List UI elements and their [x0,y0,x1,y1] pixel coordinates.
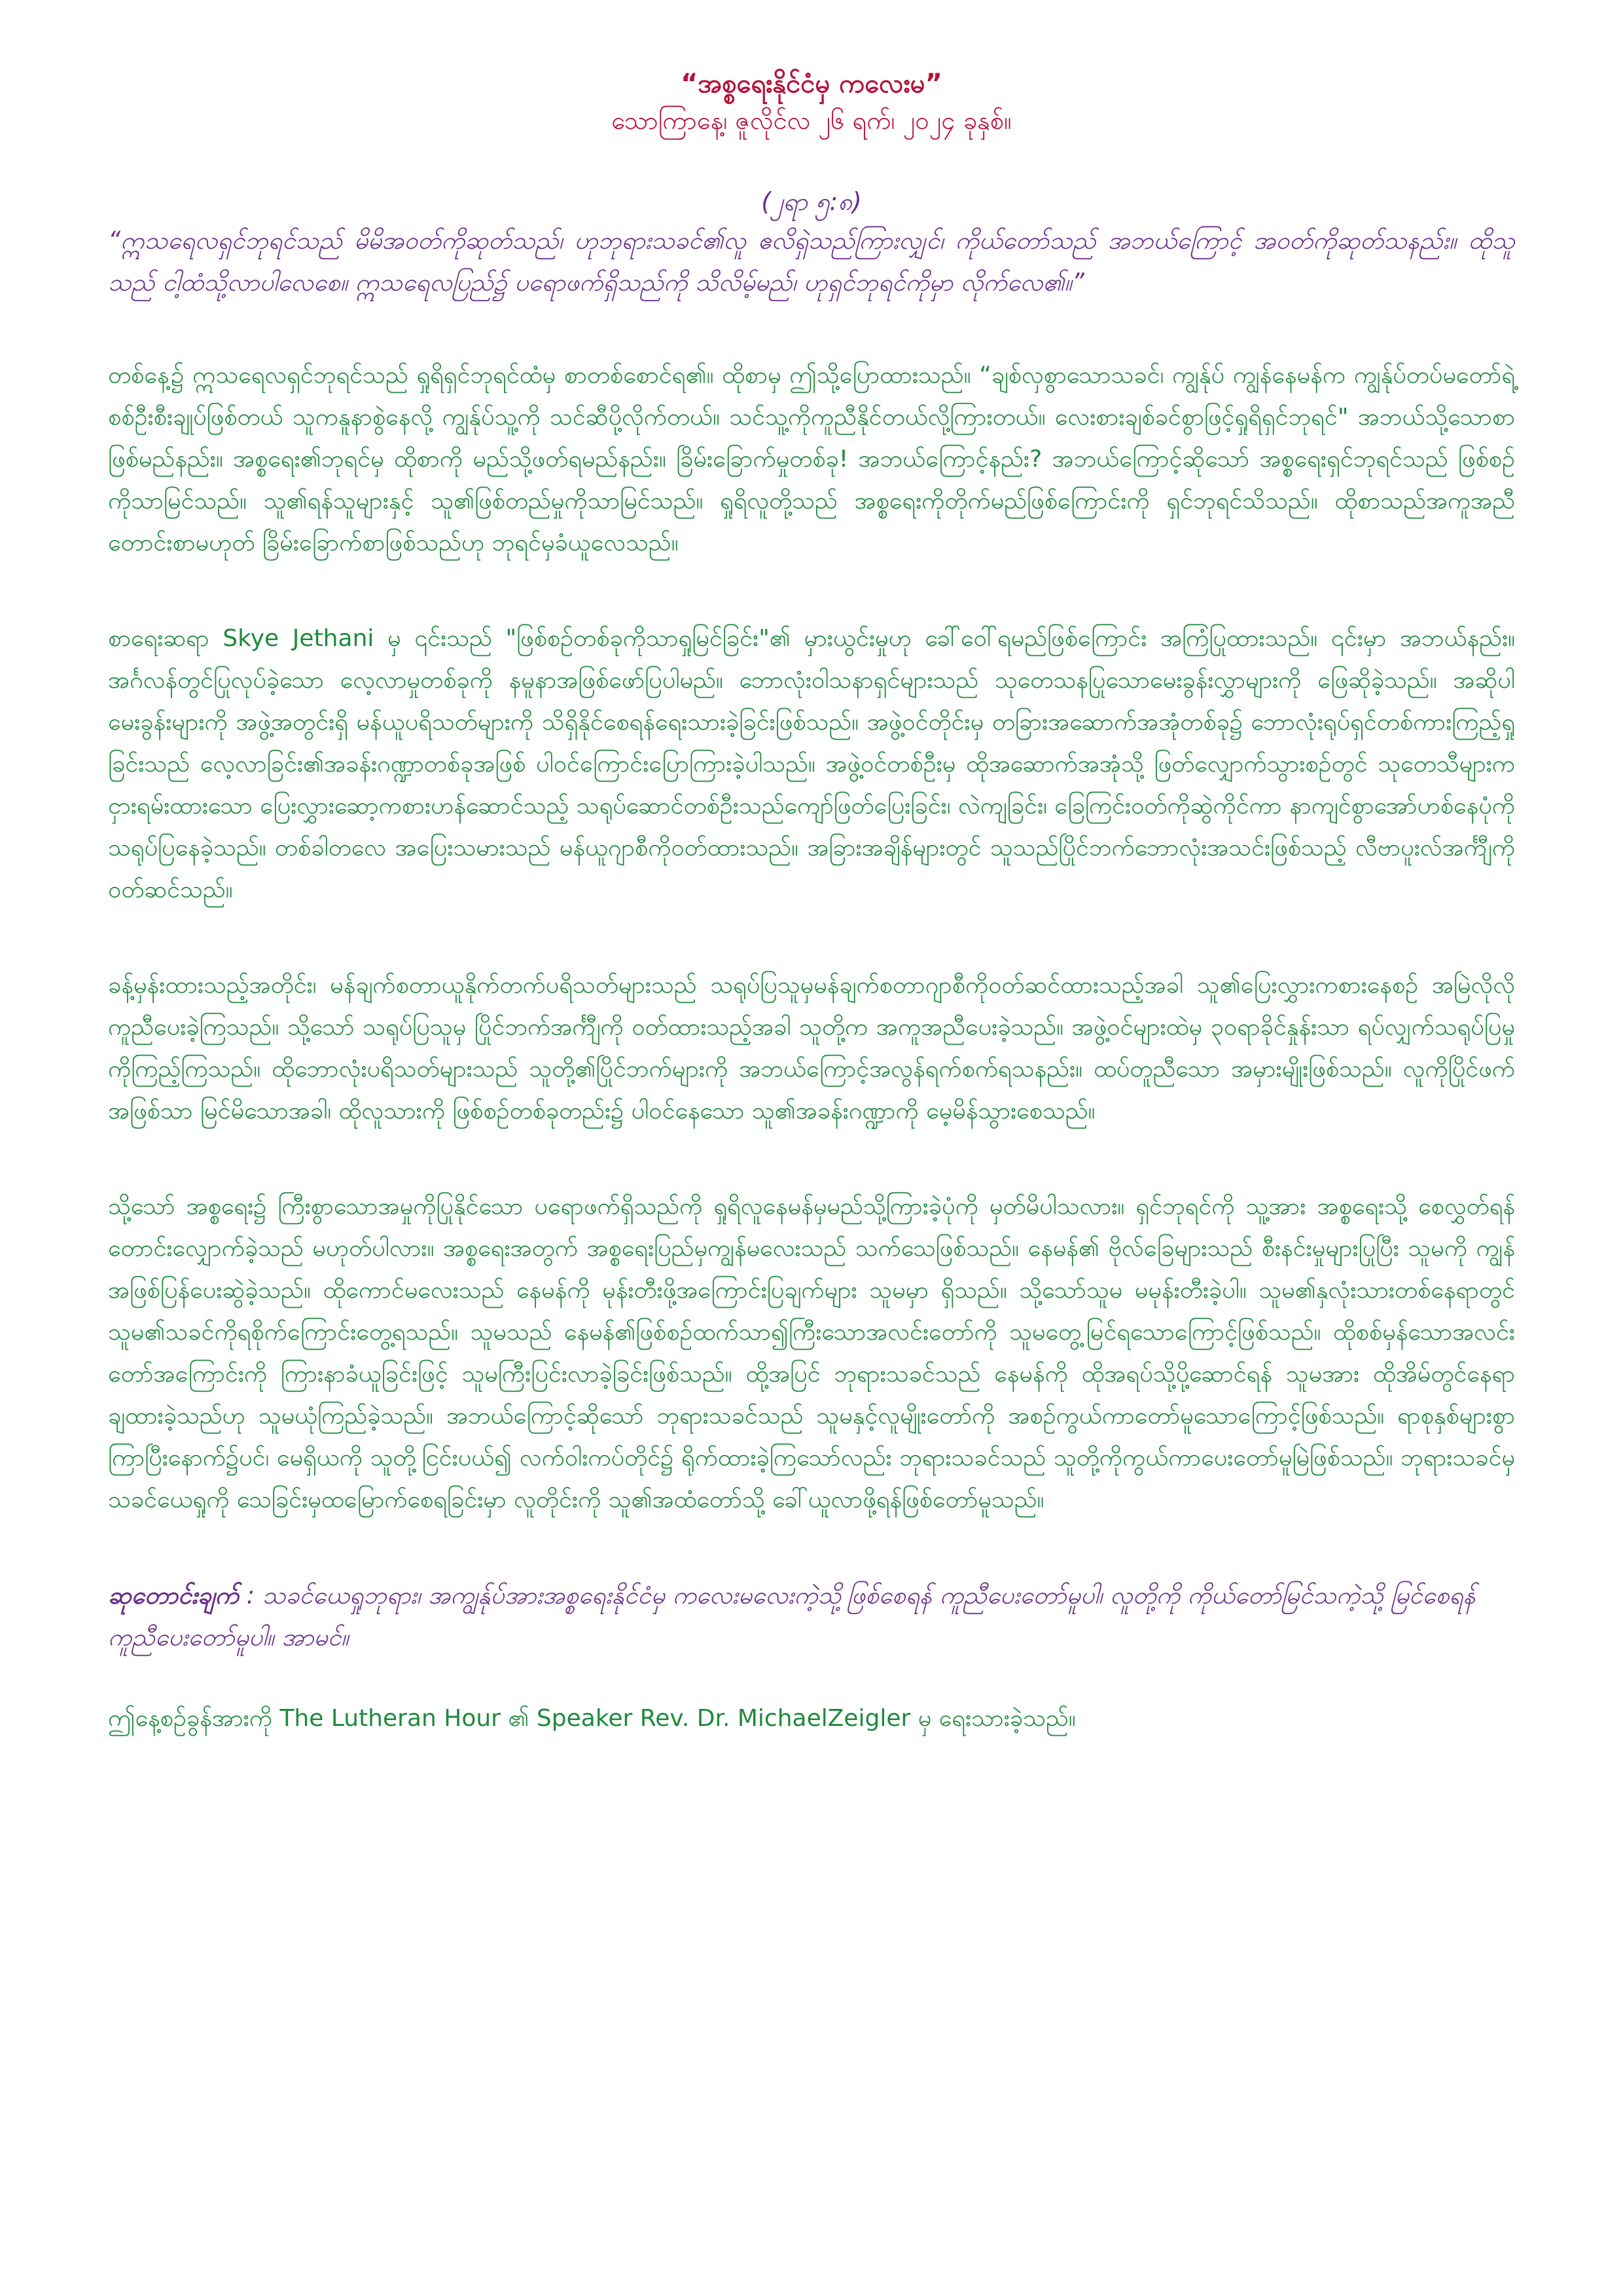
page-date: သောကြာနေ့၊ ဇူလိုင်လ ၂၆ ရက်၊ ၂၀၂၄ ခုနှစ်။ [611,106,1012,135]
body-paragraph-2: စာရေးဆရာ Skye Jethani မှ ၎င်းသည် "ဖြစ်စဉ်တစ်ခုကိုသာရှုမြင်ခြင်း"၏ မှားယွင်းမှုဟု ခေါ်ဝေါ်ရမည်ဖြစ်ကြောင်း အကြံပြုထားသည်။ ၎င်းမှာ အဘယ်နည်း။ အင်္ဂလန်တွင်ပြုလုပ်ခဲ့သော လေ့လာမှုတစ်ခုကို နမူနာအဖြစ်ဖော်ပြပါမည်။ ဘောလုံးဝါသနာရှင်များသည် သုတေသနပြုသောမေးခွန်းလွှာများကို ဖြေဆိုခဲ့သည်။ အဆိုပါမေးခွန်းများကို အဖွဲ့အတွင်းရှိ မန်ယူပရိသတ်များကို သိရှိနိုင်စေရန်ရေးသားခဲ့ခြင်းဖြစ်သည်။ အဖွဲ့ဝင်တိုင်းမှ တခြားအဆောက်အအုံတစ်ခု၌ ဘောလုံးရုပ်ရှင်တစ်ကားကြည့်ရှုခြင်းသည် လေ့လာခြင်း၏အခန်းဂဏ္ဍာတစ်ခုအဖြစ် ပါဝင်ကြောင်းပြောကြားခဲ့ပါသည်။ အဖွဲ့ဝင်တစ်ဦးမှ ထိုအဆောက်အအုံသို့ ဖြတ်လျှောက်သွားစဉ်တွင် သုတေသီများက ငှားရမ်းထားသော ပြေးလွှားဆော့ကစားဟန်ဆောင်သည့် သရုပ်ဆောင်တစ်ဦးသည်ကျော်ဖြတ်ပြေးခြင်း၊ လဲကျခြင်း၊ ခြေကြင်းဝတ်ကိုဆွဲကိုင်ကာ နာကျင်စွာအော်ဟစ်နေပုံကို သရုပ်ပြနေခဲ့သည်။ တစ်ခါတလေ အပြေးသမားသည် မန်ယူဂျာစီကိုဝတ်ထားသည်။ အခြားအချိန်များတွင် သူသည်ပြိုင်ဘက်ဘောလုံးအသင်းဖြစ်သည့် လီဗာပူးလ်အင်္ကျီကို ဝတ်ဆင်သည်။ [108,625,1515,903]
verse-reference: (၂ရာ ၅:၈) [761,187,862,216]
body-paragraph-4: သို့သော် အစ္စရေး၌ ကြီးစွာသောအမှုကိုပြုနိုင်သော ပရောဖက်ရှိသည်ကို ရှုရိလူနေမန်မှမည်သို့ကြားခဲ့ပုံကို မှတ်မိပါသလား။ ရှင်ဘုရင်ကို သူ့အား အစ္စရေးသို့ စေလွှတ်ရန်တောင်းလျှောက်ခဲ့သည် မဟုတ်ပါလား။ အစ္စရေးအတွက် အစ္စရေးပြည်မှကျွန်မလေးသည် သက်သေဖြစ်သည်။ နေမန်၏ ဗိုလ်ခြေများသည် စီးနင်းမှုများပြုပြီး သူမကို ကျွန်အဖြစ်ပြန်ပေးဆွဲခဲ့သည်။ ထိုကောင်မလေးသည် နေမန်ကို မုန်းတီးဖို့အကြောင်းပြချက်များ သူမမှာ ရှိသည်။ သို့သော်သူမ မမုန်းတီးခဲ့ပါ။ သူမ၏နှလုံးသားတစ်နေရာတွင် သူမ၏သခင်ကိုရစိုက်ကြောင်းတွေ့ရသည်။ သူမသည် နေမန်၏ဖြစ်စဉ်ထက်သာ၍ကြီးသောအလင်းတော်ကို သူမတွေ့မြင်ရသောကြောင့်ဖြစ်သည်။ ထိုစစ်မှန်သောအလင်းတော်အကြောင်းကို ကြားနာခံယူခြင်းဖြင့် သူမကြီးပြင်းလာခဲ့ခြင်းဖြစ်သည်။ ထို့အပြင် ဘုရားသခင်သည် နေမန်ကို ထိုအရပ်သို့ပို့ဆောင်ရန် သူမအား ထိုအိမ်တွင်နေရာချထားခဲ့သည်ဟု သူမယုံကြည်ခဲ့သည်။ အဘယ်ကြောင့်ဆိုသော် ဘုရားသခင်သည် သူမနှင့်လူမျိုးတော်ကို အစဉ်ကွယ်ကာတော်မူသောကြောင့်ဖြစ်သည်။ ရာစုနှစ်များစွာကြာပြီးနောက်၌ပင်၊ မေရှိယကို သူတို့ငြင်းပယ်၍ လက်ဝါးကပ်တိုင်၌ ရိုက်ထားခဲ့ကြသော်လည်း ဘုရားသခင်သည် သူတို့ကိုကွယ်ကာပေးတော်မူမြဲဖြစ်သည်။ ဘုရားသခင်မှ သခင်ယေရှုကို သေခြင်းမှထမြောက်စေရခြင်းမှာ လူတိုင်းကို သူ၏အထံတော်သို့ ခေါ်ယူလာဖို့ရန်ဖြစ်တော်မူသည်။ [108,1193,1515,1513]
author-credit: ဤနေ့စဉ်ခွန်အားကို The Lutheran Hour ၏ Speaker Rev. Dr. MichaelZeigler မှ ရေးသားခဲ့သည်။ [108,1705,1076,1732]
prayer-text: သခင်ယေရှုဘုရား၊ အကျွန်ုပ်အားအစ္စရေးနိုင်ငံမှ ကလေးမလေးကဲ့သို့ဖြစ်စေရန် ကူညီပေးတော်မူပါ၊ လူတို့ကို ကိုယ်တော်မြင်သကဲ့သို့ မြင်စေရန်ကူညီပေးတော်မူပါ။ အာမင်။ [108,1581,1476,1651]
prayer-label: ဆုတောင်းချက် [108,1581,239,1609]
body-paragraph-3: ခန့်မှန်းထားသည့်အတိုင်း၊ မန်ချက်စတာယူနိုက်တက်ပရိသတ်များသည် သရုပ်ပြသူမှမန်ချက်စတာဂျာစီကိုဝတ်ဆင်ထားသည့်အခါ သူ၏ပြေးလွှားကစားနေစဉ် အမြဲလိုလိုကူညီပေးခဲ့ကြသည်။ သို့သော် သရုပ်ပြသူမှ ပြိုင်ဘက်အင်္ကျီကို ဝတ်ထားသည့်အခါ သူတို့က အကူအညီပေးခဲ့သည်။ အဖွဲ့ဝင်များထဲမှ ၃၀ရာခိုင်နှုန်းသာ ရပ်လျှက်သရုပ်ပြမှုကိုကြည့်ကြသည်။ ထိုဘောလုံးပရိသတ်များသည် သူတို့၏ပြိုင်ဘက်များကို အဘယ်ကြောင့်အလွန်ရက်စက်ရသနည်း။ ထပ်တူညီသော အမှားမျိုးဖြစ်သည်။ လူကိုပြိုင်ဖက်အဖြစ်သာ မြင်မိသောအခါ၊ ထိုလူသားကို ဖြစ်စဉ်တစ်ခုတည်း၌ ပါဝင်နေသော သူ၏အခန်းဂဏ္ဍာကို မေ့မိန်သွားစေသည်။ [108,972,1515,1124]
prayer-block [108,1575,1515,1659]
page-title: “အစ္စရေးနိုင်ငံမှ ကလေးမ” [681,69,942,99]
body-paragraph-1: တစ်နေ့၌ ဣသရေလရှင်ဘုရင်သည် ရှုရိရှင်ဘုရင်ထံမှ စာတစ်စောင်ရ၏။ ထိုစာမှ ဤသို့ပြောထားသည်။ “ချစ်လှစွာသောသခင်၊ ကျွန်ုပ် ကျွန်နေမန်က ကျွန်ုပ်တပ်မတော်ရဲ့ စစ်ဦးစီးချုပ်ဖြစ်တယ် သူကနူနာစွဲနေလို့ ကျွန်ုပ်သူ့ကို သင်ဆီပို့လိုက်တယ်။ သင်သူ့ကိုကူညီနိုင်တယ်လို့ကြားတယ်။ လေးစားချစ်ခင်စွာဖြင့်ရှုရိရှင်ဘုရင်" အဘယ်သို့သောစာဖြစ်မည်နည်း။ အစ္စရေး၏ဘုရင်မှ ထိုစာကို မည်သို့ဖတ်ရမည်နည်း။ ခြိမ်းခြောက်မှုတစ်ခု! အဘယ်ကြောင့်နည်း? အဘယ်ကြောင့်ဆိုသော် အစ္စရေးရှင်ဘုရင်သည် ဖြစ်စဉ်ကိုသာမြင်သည်။ သူ၏ရန်သူများနှင့် သူ၏ဖြစ်တည်မှုကိုသာမြင်သည်။ ရှုရိလူတို့သည် အစ္စရေးကိုတိုက်မည်ဖြစ်ကြောင်းကို ရှင်ဘုရင်သိသည်။ ထိုစာသည်အကူအညီတောင်းစာမဟုတ် ခြိမ်းခြောက်စာဖြစ်သည်ဟု ဘုရင်မှခံယူလေသည်။ [108,362,1515,556]
verse-text: “ဣသရေလရှင်ဘုရင်သည် မိမိအဝတ်ကိုဆုတ်သည်၊ ဟုဘုရားသခင်၏လူ ဧလိရှဲသည်ကြားလျှင်၊ ကိုယ်တော်သည် အဘယ်ကြောင့် အဝတ်ကိုဆုတ်သနည်း။ ထိုသူသည် ငါ့ထံသို့လာပါလေစေ။ ဣသရေလပြည်၌ ပရောဖက်ရှိသည်ကို သိလိမ့်မည်၊ ဟုရှင်ဘုရင်ကိုမှာ လိုက်လေ၏။” [108,226,1515,296]
prayer-separator: : [238,1581,262,1609]
